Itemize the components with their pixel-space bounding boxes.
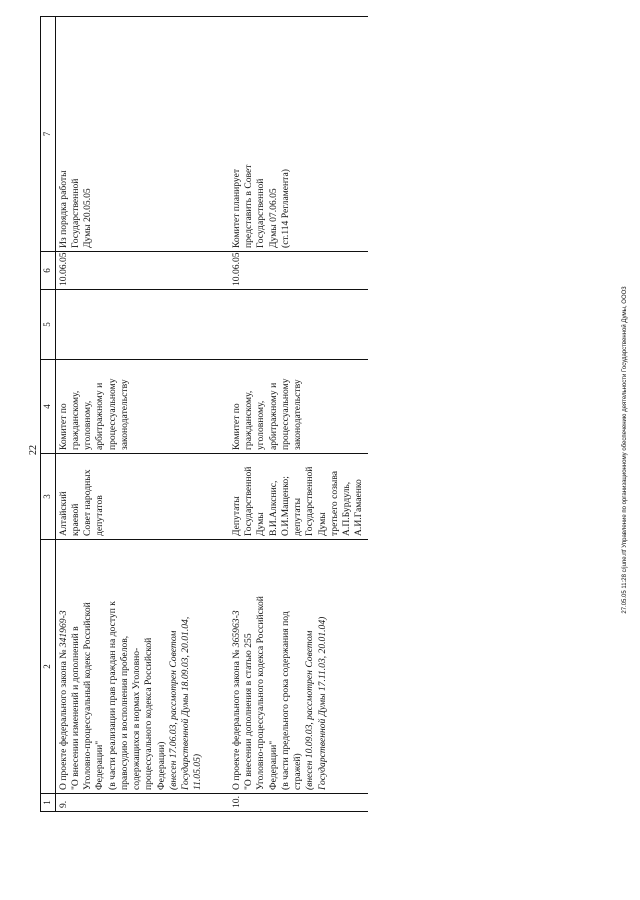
page-number: 22	[28, 445, 39, 455]
committee-cell	[55, 360, 207, 454]
author-line: Государственной	[242, 466, 254, 536]
column-header: 1	[41, 794, 56, 812]
bill-intro-line: (внесен 10.09.03, рассмотрен Советом	[304, 630, 316, 790]
bill-title-line: Федерации"	[94, 740, 106, 790]
column-header: 2	[41, 540, 56, 794]
author-cell	[229, 454, 368, 540]
committee-line: процессуальному	[106, 378, 118, 450]
bill-intro-line: Государственной Думы 18.09.03, 20.01.04,	[180, 616, 192, 790]
author-line: В.И.Алкснис,	[267, 480, 279, 536]
column-header-row	[41, 17, 56, 812]
bill-title-line: Уголовно-процессуальный кодекс Российской	[82, 602, 94, 790]
bills-table	[40, 16, 368, 812]
committee-cell	[229, 360, 368, 454]
committee-line: уголовному,	[82, 400, 94, 450]
bill-intro-line: 11.05.05)	[192, 753, 204, 790]
column-header: 5	[41, 290, 56, 360]
bill-description	[55, 540, 207, 794]
bill-prefix: О проекте федерального закона №	[230, 647, 242, 790]
row-number: 10.	[229, 794, 368, 812]
bill-description	[229, 540, 368, 794]
date-cell: 10.06.05	[55, 252, 207, 290]
column-5-cell	[229, 290, 368, 360]
author-line: Государственной	[304, 466, 316, 536]
bill-note-line: стражей)	[292, 753, 304, 790]
bill-intro-line: (внесен 17.06.03, рассмотрен Советом	[167, 630, 179, 790]
bill-heading	[231, 543, 243, 790]
committee-line: законодательству	[292, 379, 304, 450]
committee-line: арбитражному и	[267, 382, 279, 450]
column-header: 6	[41, 252, 56, 290]
author-line: А.И.Гамаенко	[353, 479, 365, 536]
bill-intro-line: Государственной Думы 17.11.03, 20.01.04)	[316, 616, 328, 790]
status-line: Думы 20.05.05	[82, 188, 94, 248]
author-line: Депутаты	[230, 496, 242, 536]
table-row	[55, 17, 207, 812]
bill-note-line: процессуального кодекса Российской	[143, 637, 155, 790]
row-number: 9.	[55, 794, 207, 812]
author-line: Алтайский краевой	[57, 491, 81, 536]
bill-number: 341969-3	[57, 610, 69, 648]
bill-note-line: (в части предельного срока содержания под	[279, 611, 291, 790]
status-cell	[55, 17, 207, 252]
status-line: Комитет планирует	[230, 168, 242, 248]
bill-note-line: правосудию и восполнения пробелов,	[118, 635, 130, 790]
date-cell: 10.06.05	[229, 252, 368, 290]
status-line: Государственной	[255, 178, 267, 248]
bill-title-line: Федерации"	[267, 740, 279, 790]
author-line: депутаты	[292, 497, 304, 536]
status-cell	[229, 17, 368, 252]
committee-line: процессуальному	[279, 378, 291, 450]
committee-line: Комитет по	[230, 403, 242, 450]
committee-line: Комитет по	[57, 403, 69, 450]
status-line: (ст.114 Регламента)	[279, 169, 291, 248]
status-line: Государственной	[69, 178, 81, 248]
author-line: Думы	[255, 512, 267, 536]
committee-line: законодательству	[118, 379, 130, 450]
committee-line: уголовному,	[255, 400, 267, 450]
committee-line: гражданскому,	[69, 390, 81, 450]
table-row	[229, 17, 368, 812]
bill-heading	[58, 543, 70, 790]
author-line: депутатов	[94, 495, 106, 536]
status-line: Из порядка работы	[57, 170, 69, 248]
author-line: третьего созыва	[328, 470, 340, 536]
bill-note-line: (в части реализации прав граждан на доступ к	[106, 601, 118, 790]
committee-line: гражданскому,	[242, 390, 254, 450]
author-line: А.П.Бурдуль,	[341, 481, 353, 536]
status-line: Думы 07.06.05	[267, 188, 279, 248]
page-footer: 27.05.05 11:28 c/june.rtf Управление по организационному обеспечению деятельности Государственной Думы, ООО3	[622, 286, 628, 614]
bill-title-line: "О внесении изменений и дополнений в	[69, 626, 81, 790]
bill-prefix: О проекте федерального закона №	[57, 647, 69, 790]
author-line: О.И.Мащенко;	[279, 476, 291, 536]
author-line: Совет народных	[82, 469, 94, 536]
status-line: представить в Совет	[242, 164, 254, 248]
bill-note-line: Федерации)	[155, 741, 167, 790]
row-spacer	[207, 17, 229, 812]
bill-title-line: "О внесении дополнения в статью 255	[242, 633, 254, 790]
column-5-cell	[55, 290, 207, 360]
column-header: 7	[41, 17, 56, 252]
committee-line: арбитражному и	[94, 382, 106, 450]
bill-number: 365963-3	[230, 610, 242, 648]
author-line: Думы	[316, 512, 328, 536]
bill-title-line: Уголовно-процессуального кодекса Российской	[255, 596, 267, 790]
bill-note-line: содержащихся в нормах Уголовно-	[131, 647, 143, 790]
column-header: 3	[41, 454, 56, 540]
author-cell	[55, 454, 207, 540]
column-header: 4	[41, 360, 56, 454]
